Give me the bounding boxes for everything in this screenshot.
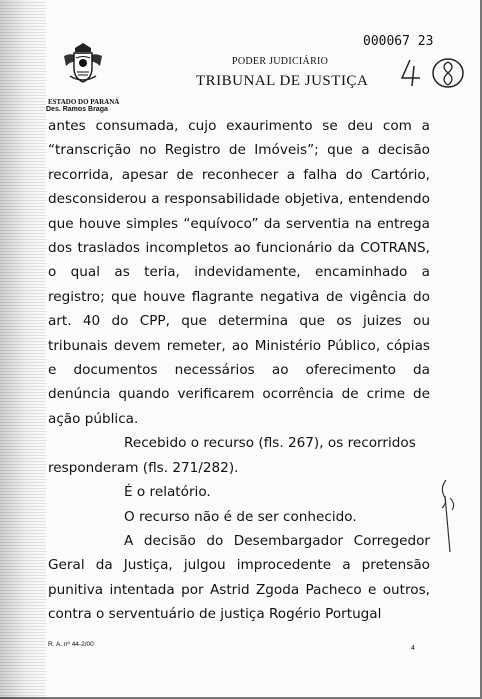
paragraph-report: É o relatório.: [124, 484, 211, 501]
body-text: [48, 114, 430, 627]
margin-bracket-icon: [436, 478, 462, 554]
institution-header: PODER JUDICIÁRIO: [232, 56, 329, 67]
handwritten-mark-icon: [398, 56, 470, 90]
parana-coat-of-arms-icon: [60, 40, 106, 86]
paragraph-decision: A decisão do Desembargador Corregedor Geral da Justiça, julgou improcedente a pretensão punitiva intentada por Astrid Zgoda Pacheco e outros, contra o serventuário de justiça Rogério Portugal: [48, 532, 430, 623]
scan-edge-artifact: [0, 0, 46, 699]
footer-reference: R. A. nº 44-2/00: [48, 641, 94, 648]
paragraph-continuation: antes consumada, cujo exaurimento se deu com a “transcrição no Registro de Imóveis”; que a decisão recorrida, apesar de reconhecer a falha do Cartório, desconsiderou a responsabilidade objetiva, entendendo que houve simples “equívoco” da serventia na entrega dos traslados incompletos ao funcionário da COTRANS, o qual as teria, indevidamente, encaminhado a registro; que houve flagrante negativa de vigência do art. 40 do CPP, que determina que os juizes ou tribunais devem remeter, ao Ministério Público, cópias e documentos necessários ao oferecimento da denúncia quando verificarem ocorrência de crime de ação pública.: [48, 118, 430, 427]
judge-label: Des. Ramos Braga: [46, 106, 108, 113]
paragraph-not-known: O recurso não é de ser conhecido.: [124, 508, 357, 525]
state-label: ESTADO DO PARANÁ: [48, 98, 120, 106]
page-number: 4: [411, 645, 415, 652]
court-header: TRIBUNAL DE JUSTIÇA: [196, 73, 369, 89]
page-stamp: 000067 23: [363, 34, 434, 49]
paragraph-appeal-received: Recebido o recurso (fls. 267), os recorridos responderam (fls. 271/282).: [48, 435, 416, 476]
